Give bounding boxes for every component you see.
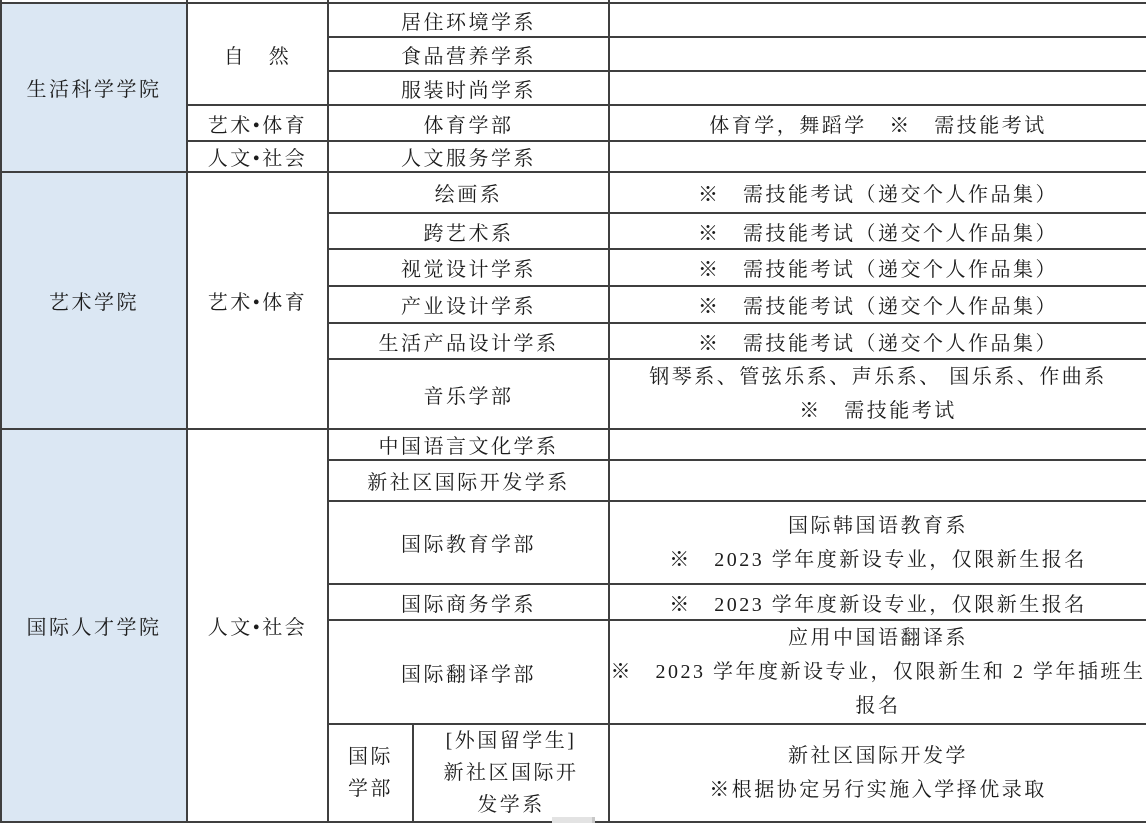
- note-cell: [609, 501, 1146, 584]
- table-row: [1, 3, 1146, 37]
- note-line: ※ 2023 学年度新设专业，仅限新生报名: [669, 548, 1087, 571]
- dept-line: 新社区国际开: [443, 762, 579, 784]
- dept-cell: 国际教育学部: [328, 501, 609, 584]
- note-cell: ※ 需技能考试（递交个人作品集）: [609, 249, 1146, 286]
- dept-cell: 跨艺术系: [328, 213, 609, 249]
- dept-cell: 服装时尚学系: [328, 71, 609, 105]
- dept-cell: 绘画系: [328, 172, 609, 213]
- note-line: 应用中国语翻译系: [788, 627, 968, 649]
- dept-cell: 音乐学部: [328, 359, 609, 429]
- note-cell: 体育学，舞蹈学 ※ 需技能考试: [609, 105, 1146, 141]
- dept-cell: 产业设计学系: [328, 286, 609, 323]
- note-cell: ※ 需技能考试（递交个人作品集）: [609, 323, 1146, 359]
- dept-cell: 中国语言文化学系: [328, 429, 609, 460]
- note-cell: ※ 需技能考试（递交个人作品集）: [609, 213, 1146, 249]
- note-cell: ※ 需技能考试（递交个人作品集）: [609, 286, 1146, 323]
- category-cell: 人文•社会: [187, 429, 328, 822]
- category-cell: 艺术•体育: [187, 105, 328, 141]
- dept-group-line: 国际: [348, 746, 393, 768]
- note-line: 钢琴系、管弦乐系、声乐系、 国乐系、作曲系: [649, 366, 1107, 388]
- dept-cell: 居住环境学系: [328, 3, 609, 37]
- table-row: [1, 429, 1146, 460]
- note-cell: [609, 620, 1146, 724]
- note-cell: [609, 724, 1146, 822]
- note-cell: [609, 37, 1146, 71]
- note-cell: ※ 需技能考试（递交个人作品集）: [609, 172, 1146, 213]
- dept-cell: 人文服务学系: [328, 141, 609, 172]
- note-line: 国际韩国语教育系: [788, 514, 968, 537]
- dept-group-cell: [328, 724, 413, 822]
- college-cell: 生活科学学院: [1, 3, 187, 172]
- dept-line: 发学系: [477, 794, 545, 816]
- note-line: ※ 需技能考试: [799, 400, 957, 422]
- dept-cell: 新社区国际开发学系: [328, 460, 609, 501]
- category-cell: 艺术•体育: [187, 172, 328, 429]
- dept-cell: 生活产品设计学系: [328, 323, 609, 359]
- dept-cell: 国际翻译学部: [328, 620, 609, 724]
- category-cell: 自 然: [187, 3, 328, 105]
- note-cell: [609, 141, 1146, 172]
- table-row: [1, 172, 1146, 213]
- note-line: ※根据协定另行实施入学择优录取: [709, 779, 1047, 801]
- dept-group-line: 学部: [348, 778, 393, 800]
- note-cell: [609, 429, 1146, 460]
- note-cell: ※ 2023 学年度新设专业，仅限新生报名: [609, 584, 1146, 620]
- dept-cell: 国际商务学系: [328, 584, 609, 620]
- scrollbar-thumb-artifact[interactable]: [552, 817, 595, 823]
- category-cell: 人文•社会: [187, 141, 328, 172]
- dept-cell: [413, 724, 609, 822]
- dept-cell: 食品营养学系: [328, 37, 609, 71]
- college-cell: 国际人才学院: [1, 429, 187, 822]
- note-cell: [609, 460, 1146, 501]
- dept-cell: 视觉设计学系: [328, 249, 609, 286]
- note-line: ※ 2023 学年度新设专业，仅限新生和 2 学年插班生报名: [610, 661, 1146, 717]
- college-cell: 艺术学院: [1, 172, 187, 429]
- note-line: 新社区国际开发学: [788, 745, 968, 767]
- note-cell: [609, 359, 1146, 429]
- dept-line: [外国留学生]: [445, 730, 577, 752]
- note-cell: [609, 71, 1146, 105]
- note-cell: [609, 3, 1146, 37]
- dept-cell: 体育学部: [328, 105, 609, 141]
